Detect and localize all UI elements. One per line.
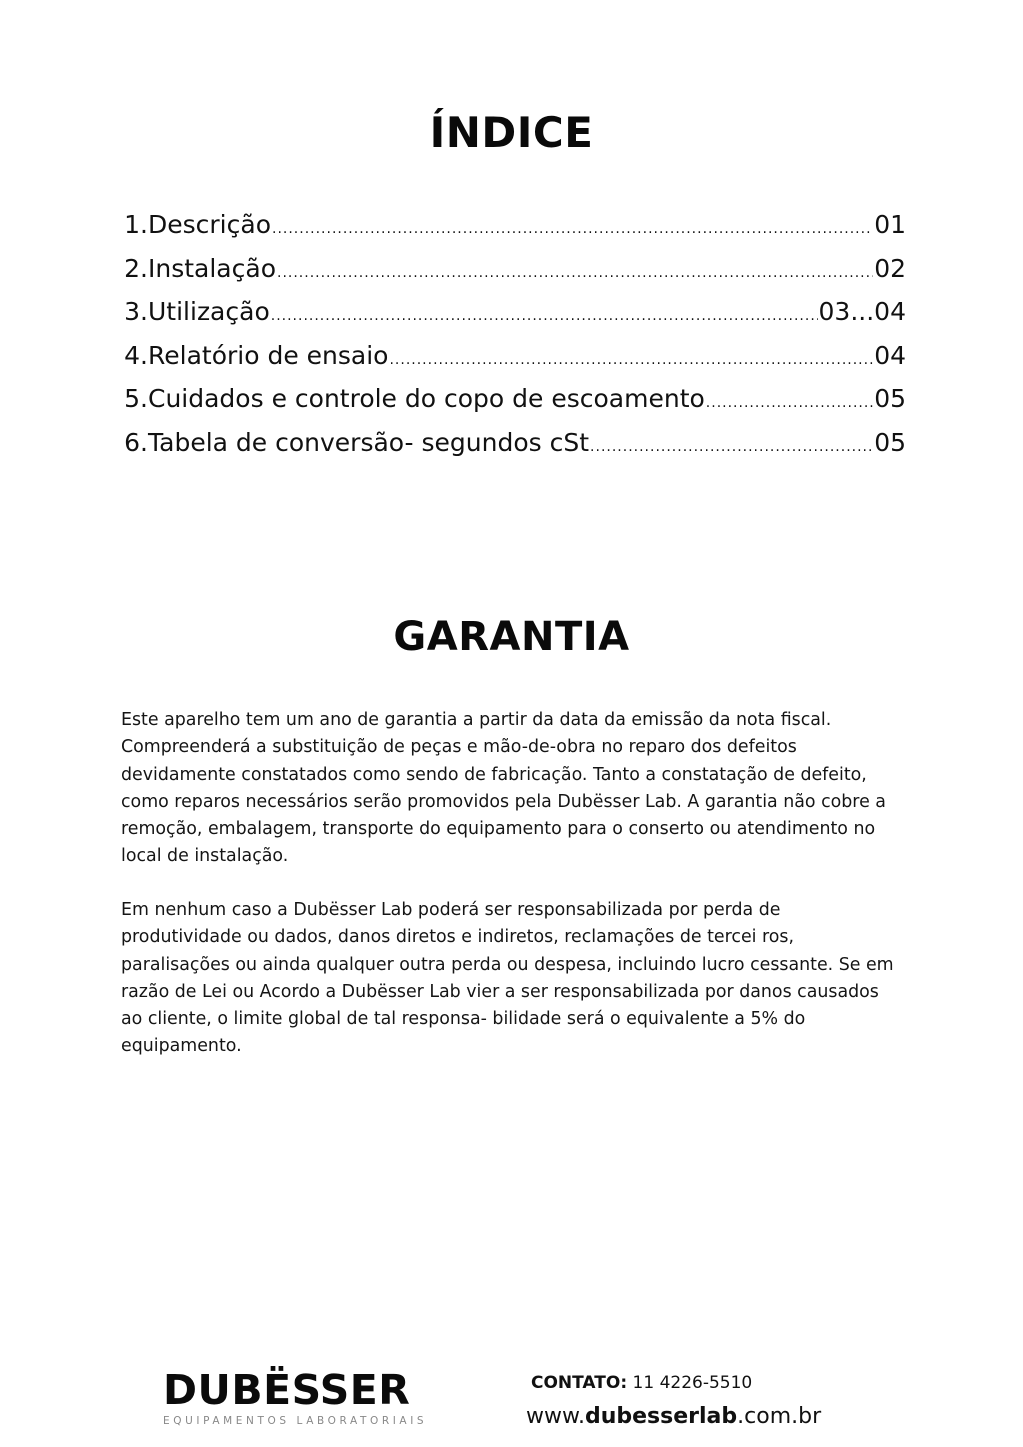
toc-item-number: 2. <box>124 253 148 283</box>
warranty-title: GARANTIA <box>393 614 630 660</box>
website-prefix: www. <box>526 1404 585 1429</box>
contact-phone[interactable]: 11 4226-5510 <box>632 1373 753 1393</box>
toc-item-label: Descrição <box>148 210 271 239</box>
toc-item-number: 4. <box>124 340 148 370</box>
toc-item-label: Utilização <box>148 297 270 326</box>
toc-item[interactable] <box>120 210 906 254</box>
contact-label: CONTATO: <box>531 1373 628 1393</box>
toc-item[interactable] <box>120 297 906 341</box>
toc-item[interactable] <box>120 254 906 298</box>
company-logo <box>163 1366 428 1427</box>
logo-tagline: EQUIPAMENTOS LABORATORIAIS <box>163 1415 428 1427</box>
toc-item[interactable] <box>120 428 906 472</box>
toc-item-page: 03...04 <box>818 297 906 326</box>
logo-wordmark: DUBËSSER <box>163 1366 411 1414</box>
website-domain: dubesserlab <box>584 1404 738 1429</box>
warranty-paragraph: Em nenhum caso a Dubësser Lab poderá ser responsabilizada por perda de produtividade ou dados, danos diretos e indiretos, reclamações de tercei ros, paralisações ou ainda qualquer outra perda ou despesa, incluindo lucro cessante. Se em razão de Lei ou Acordo a Dubësser Lab vier a ser responsabilizada por danos causados ao cliente, o limite global de tal responsa- bilidade será o equivalente a 5% do equipamento. <box>121 900 894 1057</box>
toc-item-label: Cuidados e controle do copo de escoamento <box>148 384 705 413</box>
toc-item-number: 3. <box>124 297 148 326</box>
toc-item-label: Instalação <box>148 253 276 283</box>
toc-leader-dots <box>272 221 873 237</box>
toc-item[interactable] <box>120 341 906 385</box>
toc-item-page: 05 <box>874 427 906 457</box>
toc-item-number: 5. <box>124 384 148 413</box>
toc-item-number: 1. <box>124 210 148 239</box>
toc-item-page: 02 <box>874 253 906 283</box>
toc-item-page: 04 <box>874 340 906 370</box>
table-of-contents <box>120 210 906 471</box>
toc-item-page: 01 <box>874 210 906 239</box>
website-suffix: .com.br <box>737 1404 822 1429</box>
warranty-paragraph: Este aparelho tem um ano de garantia a partir da data da emissão da nota fiscal. Compreenderá a substituição de peças e mão-de-obra no reparo dos defeitos devidamente constatados como sendo de fabricação. Tanto a constatação de defeito, como reparos necessários serão promovidos pela Dubësser Lab. A garantia não cobre a remoção, embalagem, transporte do equipamento para o conserto ou atendimento no local de instalação. <box>121 710 886 867</box>
toc-leader-dots <box>389 352 873 368</box>
website-link[interactable] <box>526 1404 821 1429</box>
contact-info <box>531 1373 752 1393</box>
toc-leader-dots <box>590 439 873 455</box>
toc-item-number: 6. <box>124 427 148 457</box>
toc-item-label: Relatório de ensaio <box>148 340 389 370</box>
toc-item-label: Tabela de conversão- segundos cSt <box>148 427 590 457</box>
toc-item-page: 05 <box>874 384 906 413</box>
toc-leader-dots <box>706 395 873 411</box>
index-title: ÍNDICE <box>429 108 594 157</box>
toc-item[interactable] <box>120 384 906 428</box>
toc-leader-dots <box>271 308 818 324</box>
toc-leader-dots <box>277 265 873 281</box>
